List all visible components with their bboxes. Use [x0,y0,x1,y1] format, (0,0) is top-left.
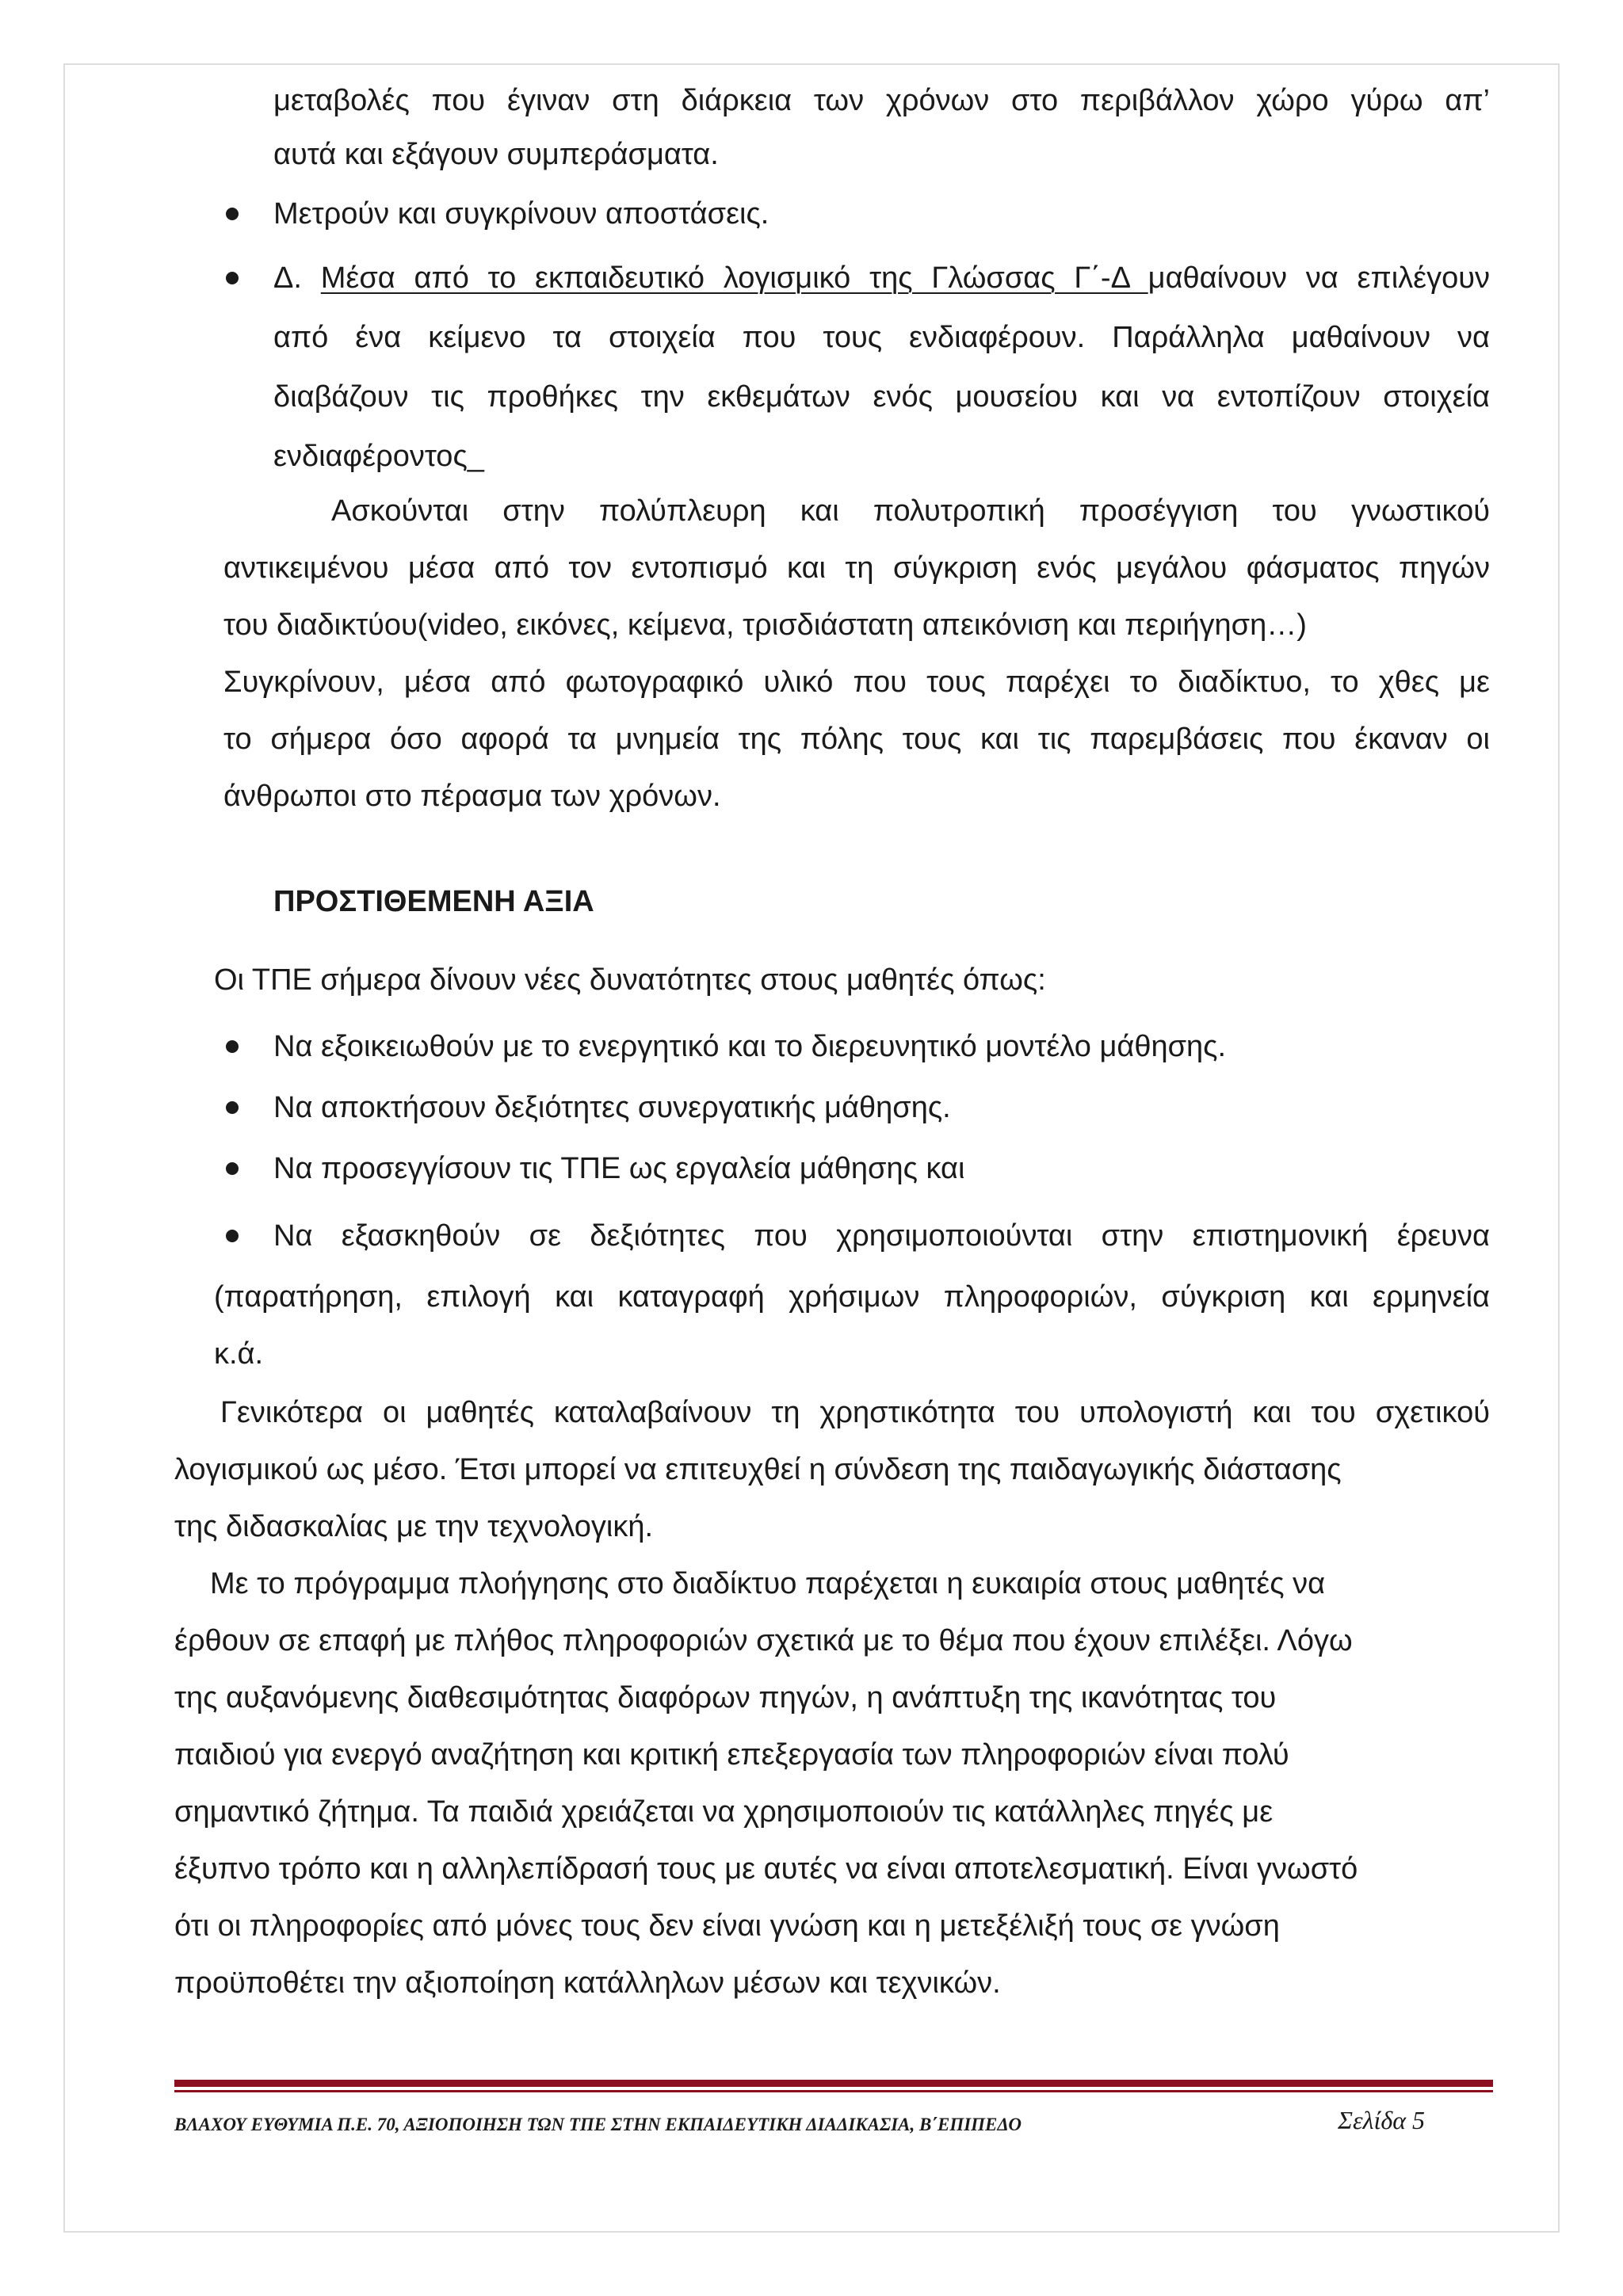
trailing-underscore: _ [467,440,484,473]
list-item-d-line1-rest: μαθαίνουν να επιλέγουν [1148,261,1490,295]
paragraph-3-line: έξυπνο τρόπο και η αλληλεπίδρασή τους με αυτές να είναι αποτελεσματική. Είναι γνωστό [174,1852,1358,1886]
footer-rule-thick [174,2080,1493,2087]
paragraph-3-line: προϋποθέτει την αξιοποίηση κατάλληλων μέσων και τεχνικών. [174,1966,1001,2000]
paragraph-3-line: ότι οι πληροφορίες από μόνες τους δεν είναι γνώση και η μετεξέλιξή τους σε γνώση [174,1909,1280,1943]
bullet-dot [226,1162,239,1175]
list-item-d-last-text: ενδιαφέροντος [273,440,468,473]
paragraph-1-line: το σήμερα όσο αφορά τα μνημεία της πόλης τους και τις παρεμβάσεις που έκαναν οι [223,723,1490,756]
paragraph-1-line: Ασκούνται στην πολύπλευρη και πολυτροπική προσέγγιση του γνωστικού [331,494,1490,528]
paragraph-1-line: Συγκρίνουν, μέσα από φωτογραφικό υλικό που τους παρέχει το διαδίκτυο, το χθες με [223,666,1490,699]
list-item-d-line: διαβάζουν τις προθήκες την εκθεμάτων ενός μουσείου και να εντοπίζουν στοιχεία [273,380,1490,414]
software-link[interactable]: Μέσα από το εκπαιδευτικό λογισμικό της Γλώσσας Γ΄-Δ [320,261,1148,295]
list-item-d-prefix: Δ. [273,261,321,295]
benefit-item: Να αποκτήσουν δεξιότητες συνεργατικής μάθησης. [273,1091,951,1124]
paragraph-2-line: Γενικότερα οι μαθητές καταλαβαίνουν τη χρηστικότητα του υπολογιστή και του σχετικού [220,1396,1490,1429]
bullet-dot [226,1040,239,1053]
footer-title: ΒΛΑΧΟΥ ΕΥΘΥΜΙΑ Π.Ε. 70, ΑΞΙΟΠΟΙΗΣΗ ΤΩΝ ΤΠΕ ΣΤΗΝ ΕΚΠΑΙΔΕΥΤΙΚΗ ΔΙΑΔΙΚΑΣΙΑ, Β΄ΕΠΙΠΕΔΟ [174,2115,1022,2134]
benefit-last-line: κ.ά. [214,1337,264,1371]
benefit-last-line: (παρατήρηση, επιλογή και καταγραφή χρήσιμων πληροφοριών, σύγκριση και ερμηνεία [214,1280,1490,1314]
bullet-dot [226,272,239,284]
section-heading: ΠΡΟΣΤΙΘΕΜΕΝΗ ΑΞΙΑ [273,885,594,918]
paragraph-3-line: της αυξανόμενης διαθεσιμότητας διαφόρων πηγών, η ανάπτυξη της ικανότητας του [174,1681,1277,1714]
paragraph-3-line: Με το πρόγραμμα πλοήγησης στο διαδίκτυο παρέχεται η ευκαιρία στους μαθητές να [210,1567,1326,1600]
list-item-measure: Μετρούν και συγκρίνουν αποστάσεις. [273,197,769,231]
bullet-dot [226,1101,239,1114]
list-item-d-last-line [273,427,484,486]
list-item-d-line: από ένα κείμενο τα στοιχεία που τους ενδιαφέρουν. Παράλληλα μαθαίνουν να [273,321,1490,354]
footer-rule-thin [174,2090,1493,2092]
list-continuation-line: αυτά και εξάγουν συμπεράσματα. [273,138,719,171]
bullet-dot [226,1230,239,1242]
paragraph-1-line: άνθρωποι στο πέρασμα των χρόνων. [223,780,721,813]
paragraph-3-line: έρθουν σε επαφή με πλήθος πληροφοριών σχετικά με το θέμα που έχουν επιλέξει. Λόγω [174,1624,1353,1657]
list-continuation-line: μεταβολές που έγιναν στη διάρκεια των χρόνων στο περιβάλλον χώρο γύρω απ’ [273,84,1490,117]
bullet-dot [226,208,239,220]
paragraph-1-line: του διαδικτύου(video, εικόνες, κείμενα, τρισδιάστατη απεικόνιση και περιήγηση…) [223,608,1307,642]
benefit-item: Να εξοικειωθούν με το ενεργητικό και το διερευνητικό μοντέλο μάθησης. [273,1030,1227,1063]
paragraph-2-line: λογισμικού ως μέσο. Έτσι μπορεί να επιτευχθεί η σύνδεση της παιδαγωγικής διάστασης [174,1453,1342,1486]
paragraph-2-line: της διδασκαλίας με την τεχνολογική. [174,1510,654,1543]
intro-line: Οι ΤΠΕ σήμερα δίνουν νέες δυνατότητες στους μαθητές όπως: [214,963,1046,997]
benefit-last-line: Να εξασκηθούν σε δεξιότητες που χρησιμοποιούνται στην επιστημονική έρευνα [273,1219,1490,1253]
paragraph-3-line: παιδιού για ενεργό αναζήτηση και κριτική επεξεργασία των πληροφοριών είναι πολύ [174,1738,1289,1772]
paragraph-1-line: αντικειμένου μέσα από τον εντοπισμό και τη σύγκριση ενός μεγάλου φάσματος πηγών [223,551,1490,585]
paragraph-3-line: σημαντικό ζήτημα. Τα παιδιά χρειάζεται να χρησιμοποιούν τις κατάλληλες πηγές με [174,1795,1274,1829]
list-item-d-first-line [273,249,1490,308]
page-number: Σελίδα 5 [1338,2106,1426,2134]
benefit-item: Να προσεγγίσουν τις ΤΠΕ ως εργαλεία μάθησης και [273,1152,965,1185]
